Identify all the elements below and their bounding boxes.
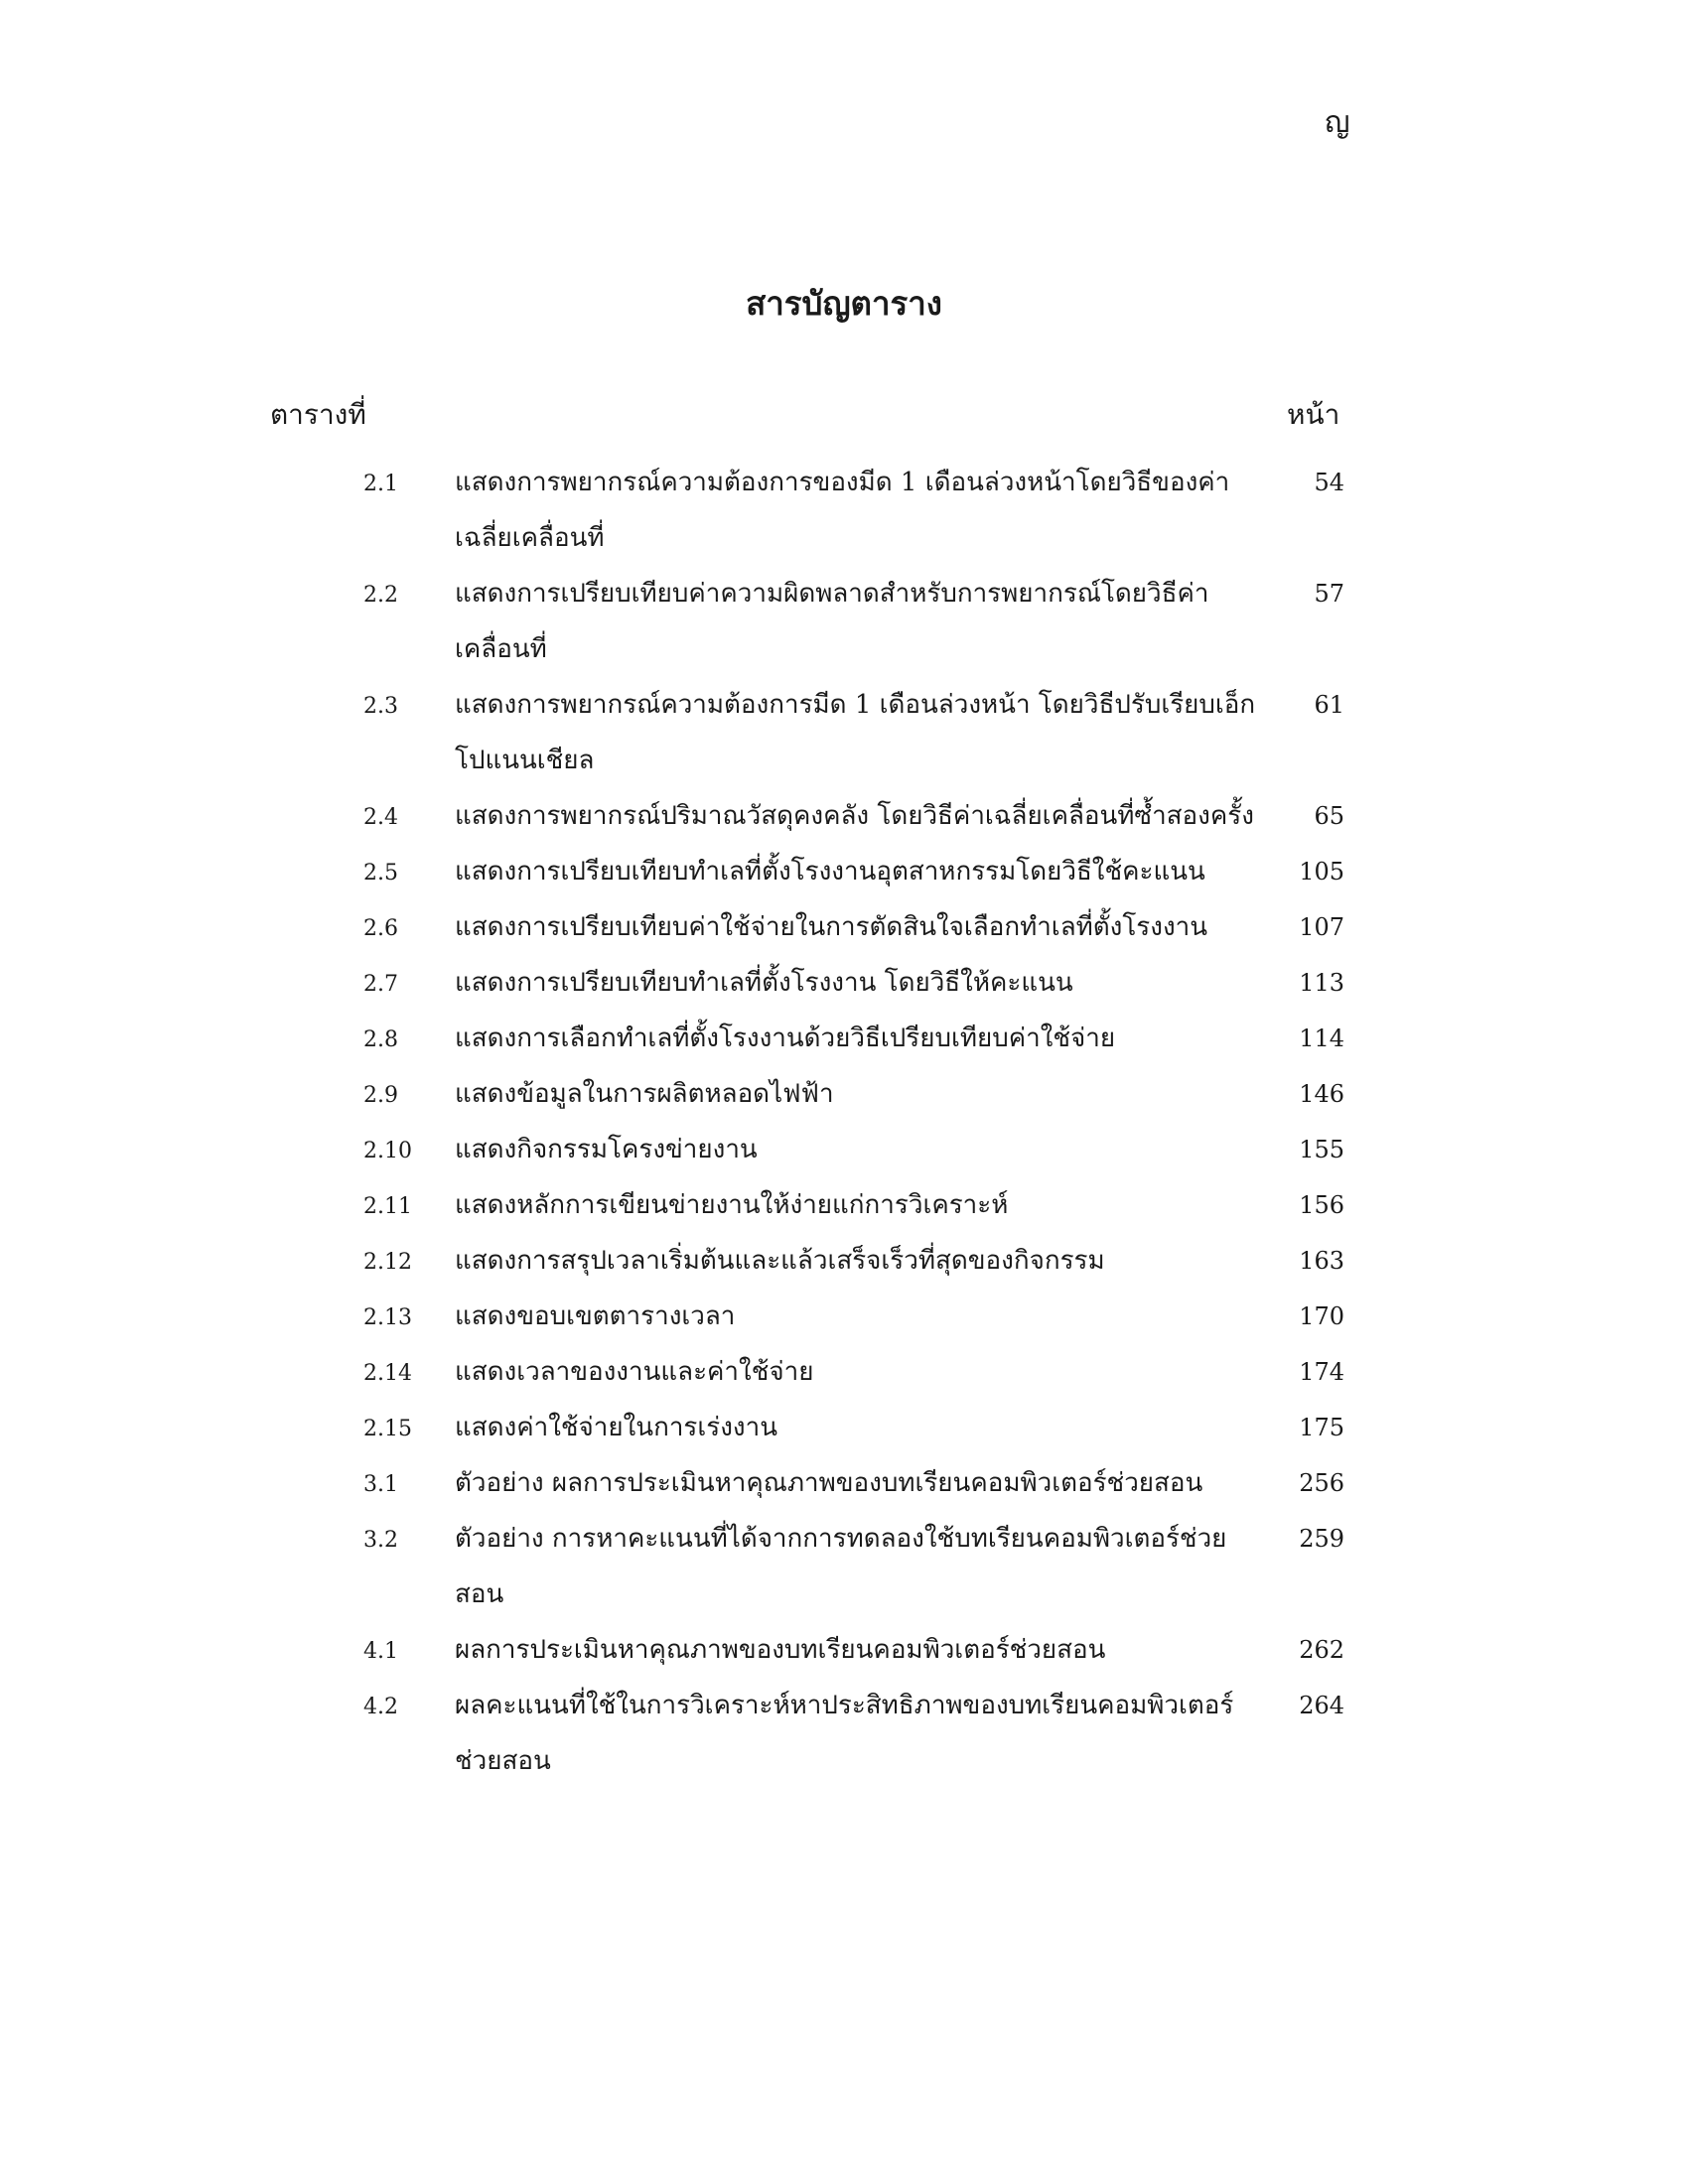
toc-entry[interactable] xyxy=(0,844,1688,899)
toc-entry[interactable] xyxy=(0,955,1688,1011)
entry-number: 4.2 xyxy=(363,1695,398,1719)
toc-entry[interactable] xyxy=(0,1678,1688,1789)
entry-title: แสดงการพยากรณ์ปริมาณวัสดุคงคลัง โดยวิธีค่าเฉลี่ยเคลื่อนที่ซ้ำสองครั้ง xyxy=(455,801,1254,831)
entry-title: แสดงการเปรียบเทียบค่าใช้จ่ายในการตัดสินใจเลือกทำเลที่ตั้งโรงงาน xyxy=(455,912,1208,942)
entry-number: 2.8 xyxy=(363,1027,398,1052)
entry-page: 174 xyxy=(1299,1358,1344,1386)
entry-page: 107 xyxy=(1299,913,1344,941)
entry-number: 4.1 xyxy=(363,1639,398,1664)
entry-page: 262 xyxy=(1299,1636,1344,1664)
entry-number: 2.6 xyxy=(363,916,398,941)
entry-number: 3.2 xyxy=(363,1528,398,1553)
entry-page: 54 xyxy=(1314,469,1344,496)
entry-page: 256 xyxy=(1299,1469,1344,1497)
entry-title: แสดงหลักการเขียนข่ายงานให้ง่ายแก่การวิเคราะห์ xyxy=(455,1190,1009,1220)
page-column-header: หน้า xyxy=(1287,398,1340,431)
toc-entry[interactable] xyxy=(0,1233,1688,1289)
toc-entry[interactable] xyxy=(0,1344,1688,1400)
entry-title: แสดงการสรุปเวลาเริ่มต้นและแล้วเสร็จเร็วที่สุดของกิจกรรม xyxy=(455,1246,1105,1276)
entry-number: 3.1 xyxy=(363,1472,398,1497)
entry-number: 2.9 xyxy=(363,1083,398,1108)
entry-number: 2.7 xyxy=(363,972,398,997)
entry-page: 105 xyxy=(1299,858,1344,886)
entry-page: 175 xyxy=(1299,1414,1344,1441)
entry-title: ตัวอย่าง ผลการประเมินหาคุณภาพของบทเรียนคอมพิวเตอร์ช่วยสอน xyxy=(455,1468,1203,1498)
entry-number: 2.11 xyxy=(363,1194,412,1219)
entry-number: 2.10 xyxy=(363,1139,412,1163)
entry-number: 2.3 xyxy=(363,694,398,719)
entry-title: ผลการประเมินหาคุณภาพของบทเรียนคอมพิวเตอร์ช่วยสอน xyxy=(455,1635,1106,1665)
entry-title: แสดงข้อมูลในการผลิตหลอดไฟฟ้า xyxy=(455,1079,834,1109)
entry-title: แสดงค่าใช้จ่ายในการเร่งงาน xyxy=(455,1413,777,1442)
entry-title: แสดงการเปรียบเทียบค่าความผิดพลาดสำหรับการพยากรณ์โดยวิธีค่าเคลื่อนที่ xyxy=(455,579,1209,664)
table-of-contents-list xyxy=(0,455,1688,1789)
entry-title: แสดงการเลือกทำเลที่ตั้งโรงงานด้วยวิธีเปรียบเทียบค่าใช้จ่าย xyxy=(455,1024,1116,1053)
toc-entry[interactable] xyxy=(0,899,1688,955)
entry-page: 156 xyxy=(1299,1191,1344,1219)
entry-number: 2.15 xyxy=(363,1417,412,1441)
entry-page: 113 xyxy=(1299,969,1344,997)
entry-title: ตัวอย่าง การหาคะแนนที่ได้จากการทดลองใช้บทเรียนคอมพิวเตอร์ช่วยสอน xyxy=(455,1524,1227,1609)
toc-entry[interactable] xyxy=(0,1177,1688,1233)
toc-entry[interactable] xyxy=(0,455,1688,566)
toc-entry[interactable] xyxy=(0,788,1688,844)
entry-number: 2.4 xyxy=(363,805,398,830)
entry-page: 65 xyxy=(1314,802,1344,830)
page-title: สารบัญตาราง xyxy=(746,284,942,323)
entry-page: 259 xyxy=(1299,1525,1344,1553)
entry-title: แสดงกิจกรรมโครงข่ายงาน xyxy=(455,1135,758,1164)
entry-page: 114 xyxy=(1299,1024,1344,1052)
entry-number: 2.12 xyxy=(363,1250,412,1275)
entry-number: 2.5 xyxy=(363,861,398,886)
toc-entry[interactable] xyxy=(0,566,1688,677)
entry-page: 264 xyxy=(1299,1692,1344,1719)
toc-entry[interactable] xyxy=(0,1011,1688,1066)
toc-entry[interactable] xyxy=(0,1400,1688,1455)
table-column-header: ตารางที่ xyxy=(270,398,366,431)
entry-title: แสดงเวลาของงานและค่าใช้จ่าย xyxy=(455,1357,814,1387)
entry-page: 57 xyxy=(1314,580,1344,608)
toc-entry[interactable] xyxy=(0,1289,1688,1344)
entry-number: 2.2 xyxy=(363,583,398,608)
entry-title: ผลคะแนนที่ใช้ในการวิเคราะห์หาประสิทธิภาพของบทเรียนคอมพิวเตอร์ช่วยสอน xyxy=(455,1691,1234,1776)
entry-title: แสดงขอบเขตตารางเวลา xyxy=(455,1301,736,1331)
toc-entry[interactable] xyxy=(0,1622,1688,1678)
entry-number: 2.14 xyxy=(363,1361,412,1386)
entry-title: แสดงการเปรียบเทียบทำเลที่ตั้งโรงงานอุตสาหกรรมโดยวิธีใช้คะแนน xyxy=(455,857,1205,887)
toc-entry[interactable] xyxy=(0,1122,1688,1177)
entry-number: 2.13 xyxy=(363,1305,412,1330)
entry-number: 2.1 xyxy=(363,472,398,496)
toc-entry[interactable] xyxy=(0,1066,1688,1122)
entry-title: แสดงการพยากรณ์ความต้องการมีด 1 เดือนล่วงหน้า โดยวิธีปรับเรียบเอ็กโปแนนเชียล xyxy=(455,690,1256,775)
entry-title: แสดงการเปรียบเทียบทำเลที่ตั้งโรงงาน โดยวิธีให้คะแนน xyxy=(455,968,1073,998)
entry-page: 170 xyxy=(1299,1302,1344,1330)
entry-page: 61 xyxy=(1314,691,1344,719)
toc-entry[interactable] xyxy=(0,677,1688,788)
entry-title: แสดงการพยากรณ์ความต้องการของมีด 1 เดือนล่วงหน้าโดยวิธีของค่าเฉลี่ยเคลื่อนที่ xyxy=(455,468,1230,553)
page-number: ญ xyxy=(1325,105,1350,140)
toc-entry[interactable] xyxy=(0,1455,1688,1511)
entry-page: 163 xyxy=(1299,1247,1344,1275)
entry-page: 146 xyxy=(1299,1080,1344,1108)
toc-entry[interactable] xyxy=(0,1511,1688,1622)
entry-page: 155 xyxy=(1299,1136,1344,1163)
